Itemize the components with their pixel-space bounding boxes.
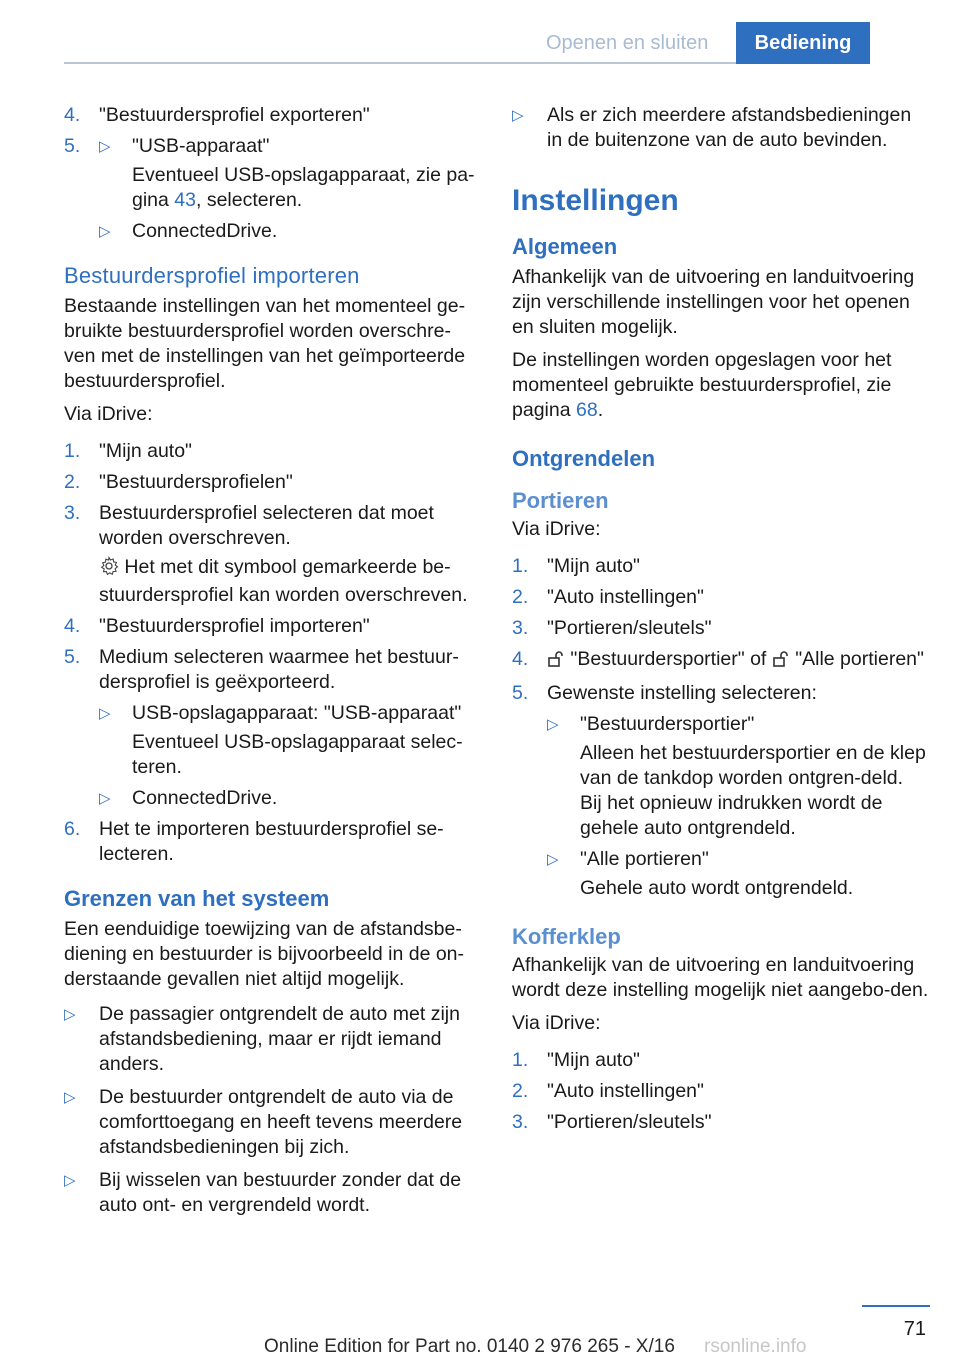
- header-section-title: Openen en sluiten: [546, 32, 709, 54]
- subheading-trunk: Kofferklep: [512, 924, 621, 949]
- triangle-bullet-icon: ▷: [99, 705, 111, 722]
- triangle-bullet-icon: ▷: [64, 1006, 76, 1023]
- footer-watermark: rsonline.info: [704, 1336, 807, 1357]
- triangle-bullet-icon: ▷: [547, 716, 559, 733]
- list-item: 4. "Bestuurdersprofiel exporteren": [64, 104, 370, 126]
- unlock-icon: [772, 650, 790, 675]
- triangle-bullet-icon: ▷: [99, 223, 111, 240]
- triangle-bullet-icon: ▷: [547, 851, 559, 868]
- section-heading-import: Bestuurdersprofiel importeren: [64, 263, 360, 288]
- list-item: ▷ ConnectedDrive.: [99, 787, 278, 809]
- list-item: ▷ De bestuurder ontgrendelt de auto via de comforttoegang en heeft tevens meerdere afstandsbedieningen bij zich.: [64, 1086, 463, 1158]
- list-item: ▷ "Alle portieren": [547, 848, 709, 870]
- triangle-bullet-icon: ▷: [512, 107, 524, 124]
- list-item: 1. "Mijn auto": [512, 555, 640, 577]
- via-idrive: Via iDrive:: [512, 518, 601, 540]
- left-column: [64, 103, 478, 1224]
- triangle-bullet-icon: ▷: [99, 138, 111, 155]
- via-idrive: Via iDrive:: [512, 1012, 601, 1034]
- triangle-bullet-icon: ▷: [99, 790, 111, 807]
- subheading-unlock: Ontgrendelen: [512, 446, 656, 471]
- list-item: 2. "Auto instellingen": [512, 1080, 704, 1102]
- page-link-43[interactable]: 43: [174, 189, 196, 211]
- option-note: Alleen het bestuurdersportier en de klep van de tankdop worden ontgren-deld. Bij het opnieuw indrukken wordt de gehele auto ontgrendeld.: [580, 742, 926, 839]
- list-item: ▷ USB-opslagapparaat: "USB-apparaat": [99, 702, 462, 724]
- via-idrive: Via iDrive:: [64, 403, 153, 425]
- limits-paragraph: Een eenduidige toewijzing van de afstandsbe-diening en bestuurder is bijvoorbeeld in de on-derstaande gevallen niet altijd mogelijk.: [64, 918, 465, 990]
- unlock-icon: [547, 650, 565, 675]
- footer-edition: Online Edition for Part no. 0140 2 976 265 - X/16: [264, 1336, 675, 1357]
- list-item: ▷ ConnectedDrive.: [99, 220, 278, 242]
- section-heading-settings: Instellingen: [512, 184, 679, 217]
- list-item: 5. ▷ "USB-apparaat": [64, 135, 270, 157]
- section-heading-limits: Grenzen van het systeem: [64, 886, 330, 911]
- general-paragraph-2: De instellingen worden opgeslagen voor het momenteel gebruikte bestuurdersprofiel, zie pagina 68.: [512, 349, 892, 421]
- list-item: ▷ Bij wisselen van bestuurder zonder dat de auto ont- en vergrendeld wordt.: [64, 1169, 462, 1216]
- list-item: 3. "Portieren/sleutels": [512, 617, 712, 639]
- subheading-doors: Portieren: [512, 488, 609, 513]
- list-item: ▷ Als er zich meerdere afstandsbedieningen in de buitenzone van de auto bevinden.: [512, 104, 912, 151]
- list-item: 1. "Mijn auto": [512, 1049, 640, 1071]
- list-item: ▷ De passagier ontgrendelt de auto met zijn afstandsbediening, maar er rijdt iemand anders.: [64, 1003, 460, 1075]
- triangle-bullet-icon: ▷: [64, 1172, 76, 1189]
- list-item: ▷ "Bestuurdersportier": [547, 713, 755, 735]
- gear-note: Het met dit symbool gemarkeerde be-stuurdersprofiel kan worden overschreven.: [99, 556, 468, 606]
- list-item: 5. Gewenste instelling selecteren:: [512, 682, 817, 704]
- usb-opt-note: Eventueel USB-opslagapparaat selec-teren.: [132, 731, 463, 778]
- usb-note: Eventueel USB-opslagapparaat, zie pa-gina 43, selecteren.: [132, 164, 475, 211]
- subheading-general: Algemeen: [512, 234, 618, 259]
- page-number: 71: [903, 1318, 926, 1340]
- list-item: 2. "Bestuurdersprofielen": [64, 471, 293, 493]
- list-item: 3. "Portieren/sleutels": [512, 1111, 712, 1133]
- footer-rule: [862, 1305, 930, 1307]
- list-item: 6. Het te importeren bestuurdersprofiel se-lecteren.: [64, 818, 444, 865]
- triangle-bullet-icon: ▷: [64, 1089, 76, 1106]
- list-item: 1. "Mijn auto": [64, 440, 192, 462]
- header-chapter-tab: Bediening: [736, 22, 870, 64]
- gear-icon: [99, 556, 119, 583]
- list-item: 2. "Auto instellingen": [512, 586, 704, 608]
- trunk-paragraph: Afhankelijk van de uitvoering en landuitvoering wordt deze instelling mogelijk niet aangebo-den.: [512, 954, 929, 1001]
- header-rule: [64, 62, 736, 64]
- list-item: 4. "Bestuurdersportier" of "Alle portieren": [512, 647, 930, 675]
- option-note: Gehele auto wordt ontgrendeld.: [580, 877, 854, 899]
- import-paragraph: Bestaande instellingen van het momenteel ge-bruikte bestuurdersprofiel worden overschre-ven met de instellingen van het geïmporteerde bestuurdersprofiel.: [64, 295, 466, 392]
- list-item: 4. "Bestuurdersprofiel importeren": [64, 615, 370, 637]
- list-item: 5. Medium selecteren waarmee het bestuur-dersprofiel is geëxporteerd.: [64, 646, 459, 693]
- list-item: 3. Bestuurdersprofiel selecteren dat moet worden overschreven.: [64, 502, 434, 549]
- page-link-68[interactable]: 68: [575, 399, 598, 421]
- general-paragraph-1: Afhankelijk van de uitvoering en landuitvoering zijn verschillende instellingen voor het openen en sluiten mogelijk.: [512, 266, 915, 338]
- right-column: [512, 103, 930, 1141]
